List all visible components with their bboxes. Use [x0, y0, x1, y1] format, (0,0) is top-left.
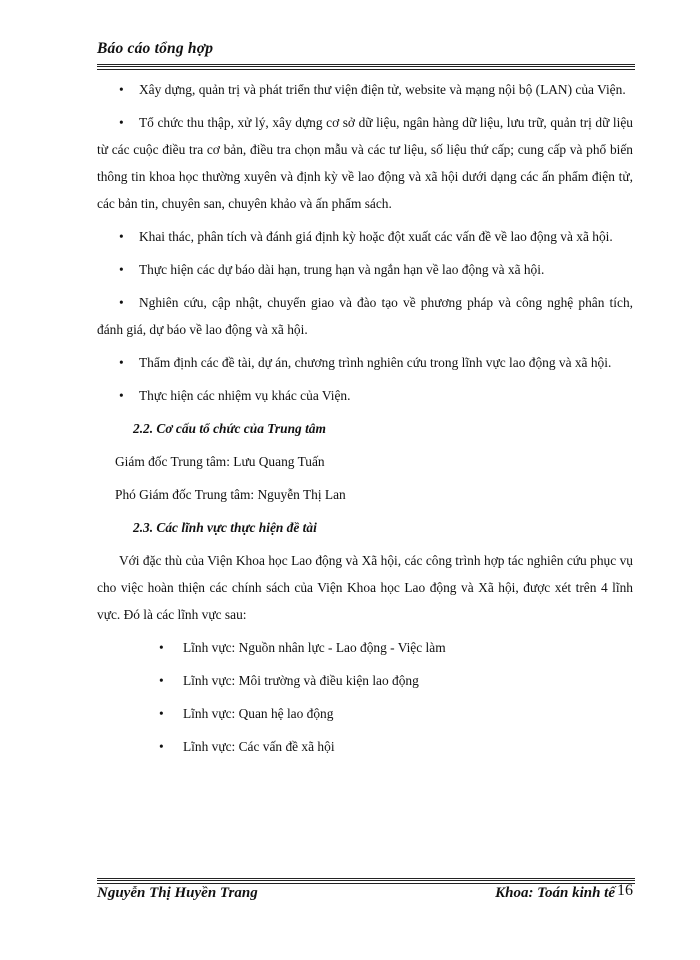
bullet-paragraph: [97, 256, 633, 283]
bullet-paragraph: [97, 382, 633, 409]
director-line: Giám đốc Trung tâm: Lưu Quang Tuấn: [115, 454, 325, 469]
bullet-icon: •: [159, 706, 164, 721]
footer-rule: [97, 878, 635, 884]
bullet-paragraph: [97, 289, 633, 343]
list-item: • Lĩnh vực: Nguồn nhân lực - Lao động - Việc làm: [159, 634, 633, 661]
bullet-icon: •: [119, 355, 124, 370]
section-heading-2-2: 2.2. Cơ cấu tổ chức của Trung tâm: [133, 421, 326, 436]
bullet-text: Khai thác, phân tích và đánh giá định kỳ hoặc đột xuất các vấn đề về lao động và xã hội.: [139, 229, 613, 244]
list-item: • Lĩnh vực: Quan hệ lao động: [159, 700, 633, 727]
bullet-paragraph: [97, 223, 633, 250]
bullet-icon: •: [119, 82, 124, 97]
section-heading-2-3: 2.3. Các lĩnh vực thực hiện đề tài: [133, 520, 317, 535]
list-item: • Lĩnh vực: Các vấn đề xã hội: [159, 733, 633, 760]
bullet-text: Xây dựng, quản trị và phát triển thư viện điện tử, website và mạng nội bộ (LAN) của Viện.: [139, 82, 626, 97]
bullet-text: Nghiên cứu, cập nhật, chuyển giao và đào tạo về phương pháp và công nghệ phân tích, đánh giá, dự báo về lao động và xã hội.: [97, 295, 633, 337]
bullet-icon: •: [119, 229, 124, 244]
bullet-text: Thực hiện các dự báo dài hạn, trung hạn và ngắn hạn về lao động và xã hội.: [139, 262, 545, 277]
bullet-icon: •: [159, 640, 164, 655]
document-body: [97, 76, 633, 766]
fields-list: [97, 634, 633, 760]
bullet-icon: •: [119, 262, 124, 277]
bullet-icon: •: [119, 295, 124, 310]
header-rule: [97, 64, 635, 70]
page-number: 16: [617, 882, 633, 899]
page-header: [97, 40, 637, 58]
bullet-text: Tổ chức thu thập, xử lý, xây dựng cơ sở dữ liệu, ngân hàng dữ liệu, lưu trữ, quản trị dữ liệu từ các cuộc điều tra cơ bản, điều tra chọn mẫu và các tư liệu, số liệu thứ cấp; cung cấp và phổ biến thông tin khoa học thường xuyên và định kỳ về lao động và xã hội dưới dạng các ấn phẩm điện tử, các bản tin, chuyên san, chuyên khảo và ấn phẩm sách.: [97, 115, 633, 211]
bullet-icon: •: [159, 739, 164, 754]
deputy-director-line: Phó Giám đốc Trung tâm: Nguyễn Thị Lan: [115, 487, 346, 502]
bullet-paragraph: [97, 76, 633, 103]
list-item: • Lĩnh vực: Môi trường và điều kiện lao động: [159, 667, 633, 694]
bullet-paragraph: [97, 109, 633, 217]
bullet-text: Thực hiện các nhiệm vụ khác của Viện.: [139, 388, 351, 403]
section-intro: Với đặc thù của Viện Khoa học Lao động và Xã hội, các công trình hợp tác nghiên cứu phục vụ cho việc hoàn thiện các chính sách của Viện Khoa học Lao động và Xã hội, được xét trên 4 lĩnh vực. Đó là các lĩnh vực sau:: [97, 553, 633, 622]
page-footer: [97, 882, 637, 909]
footer-author: Nguyễn Thị Huyền Trang: [97, 885, 258, 901]
header-title: Báo cáo tổng hợp: [97, 40, 214, 57]
bullet-icon: •: [119, 115, 124, 130]
bullet-paragraph: [97, 349, 633, 376]
bullet-text: Thẩm định các đề tài, dự án, chương trình nghiên cứu trong lĩnh vực lao động và xã hội.: [139, 355, 612, 370]
footer-faculty: Khoa: Toán kinh tế: [495, 885, 615, 901]
bullet-icon: •: [119, 388, 124, 403]
bullet-icon: •: [159, 673, 164, 688]
